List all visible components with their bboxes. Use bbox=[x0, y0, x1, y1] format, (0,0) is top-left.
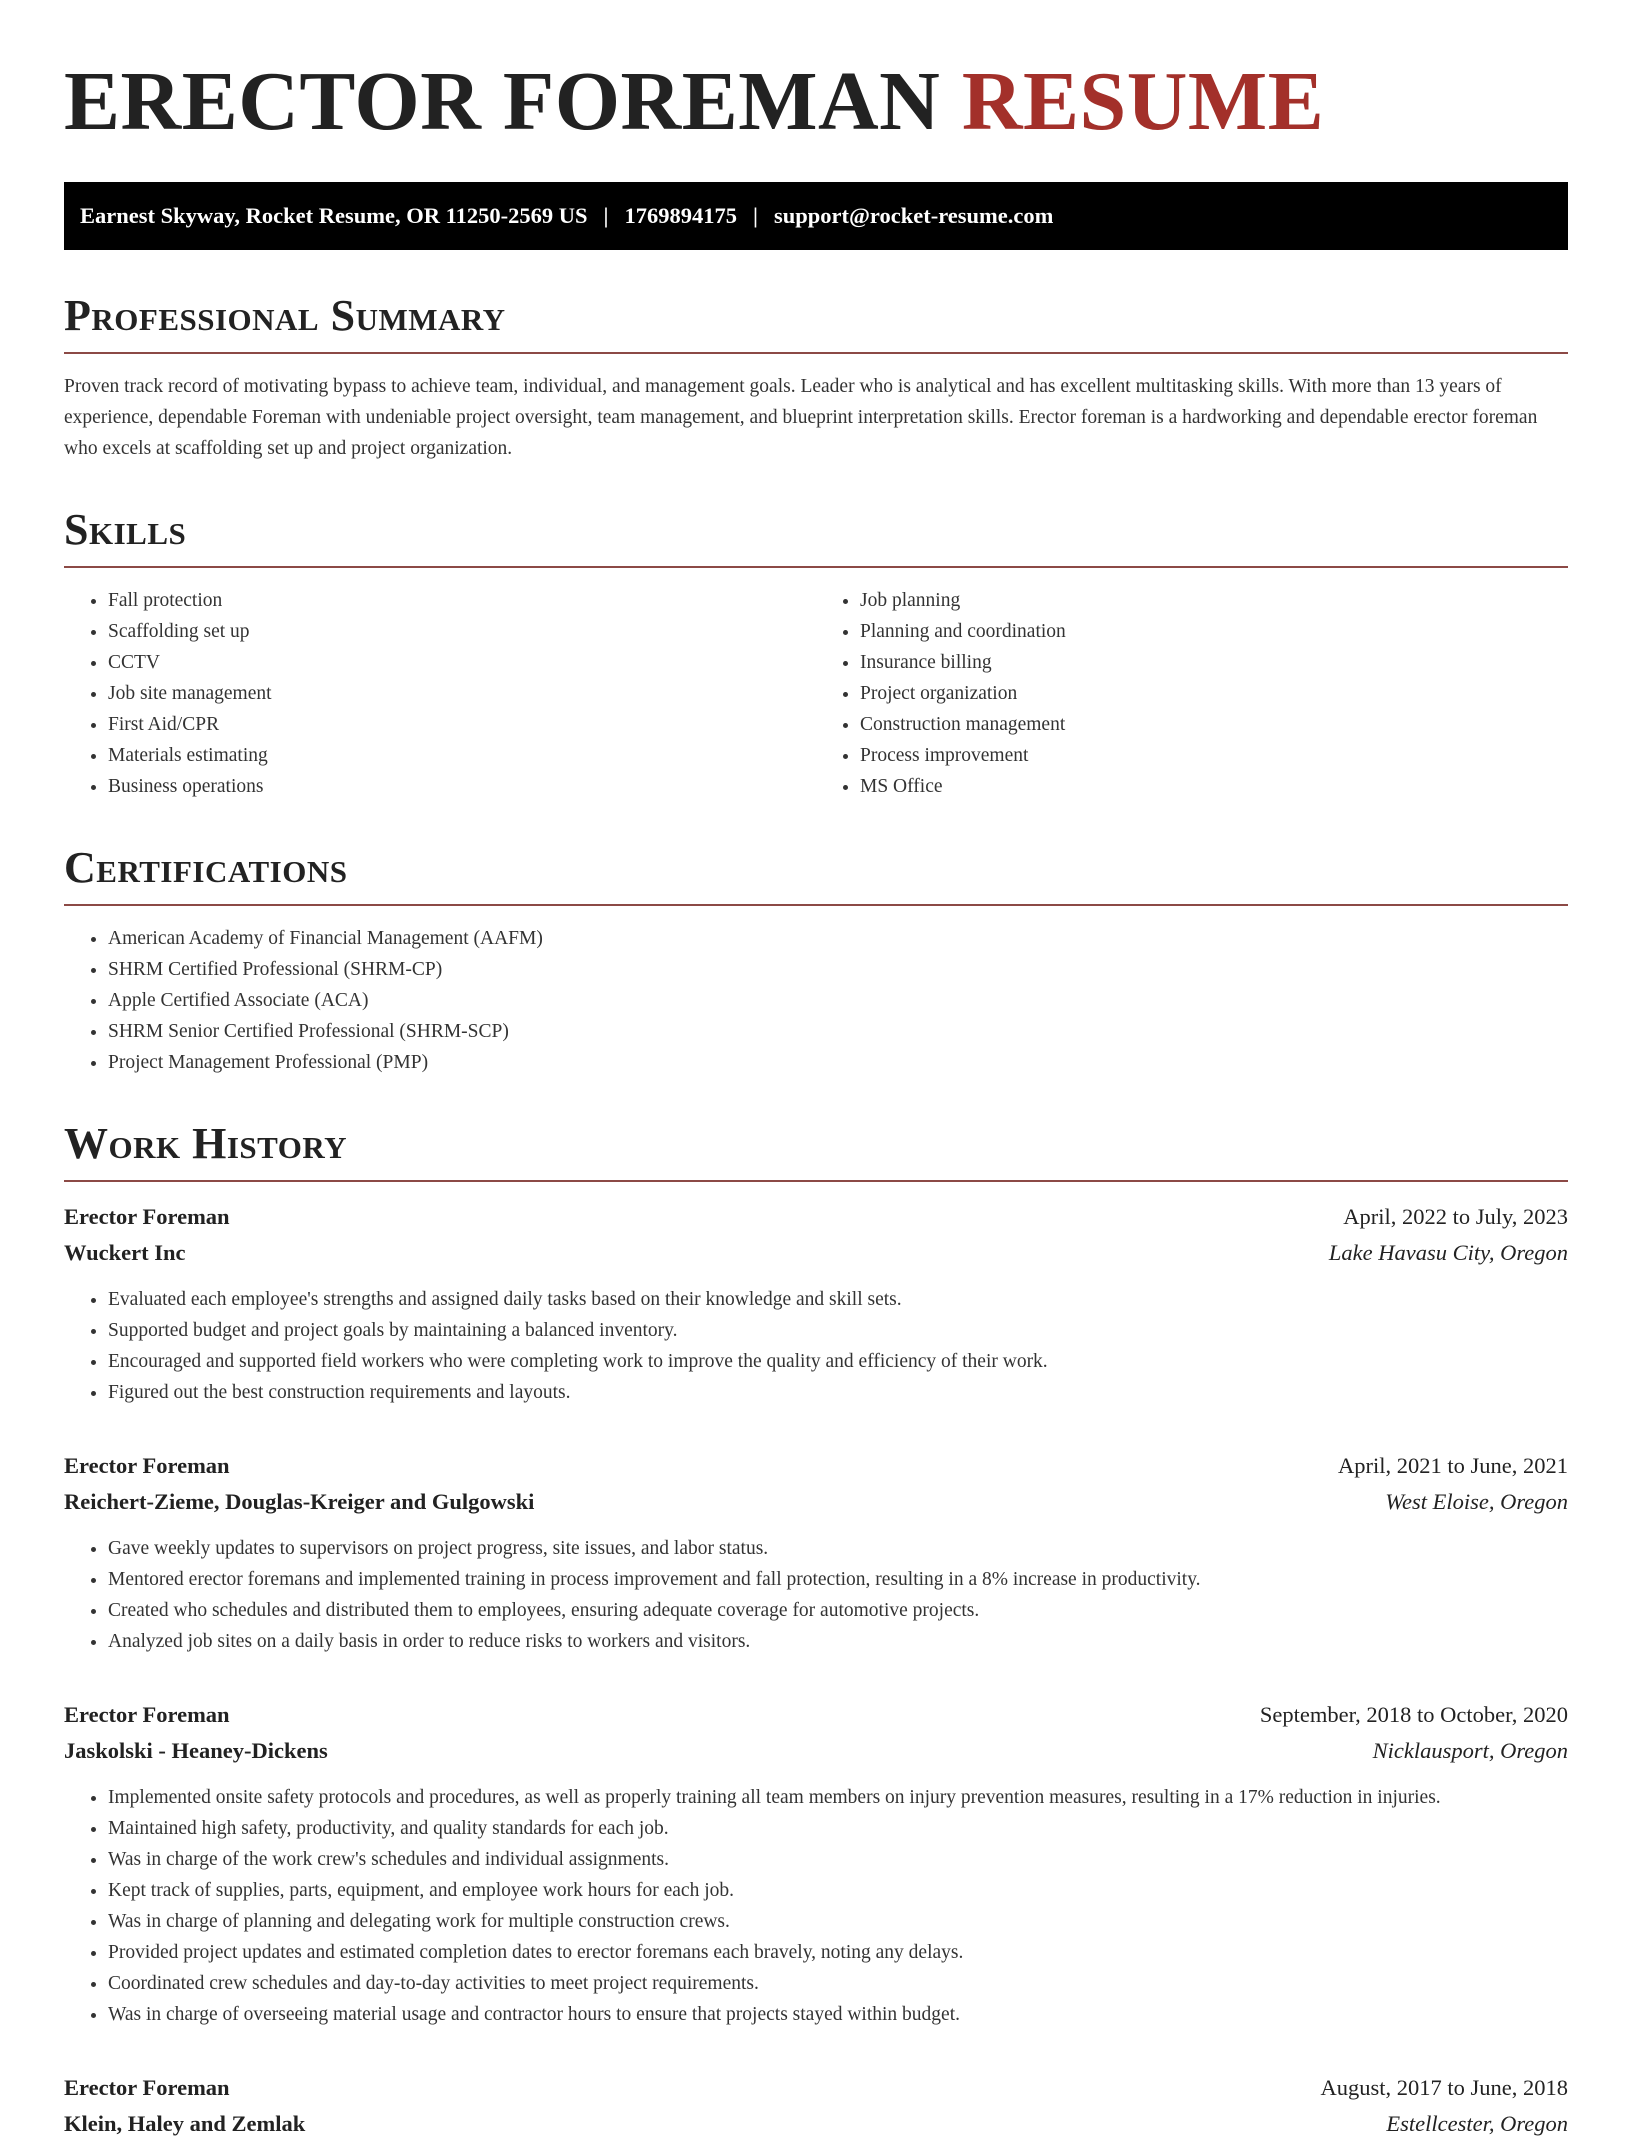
list-item: • First Aid/CPR bbox=[108, 709, 816, 740]
jobs-container bbox=[64, 1199, 1568, 2142]
list-item: • SHRM Certified Professional (SHRM-CP) bbox=[108, 954, 1568, 985]
contact-email: support@rocket-resume.com bbox=[773, 203, 1054, 228]
job-company: Reichert-Zieme, Douglas-Kreiger and Gulgowski bbox=[64, 1489, 535, 1514]
work-history-section bbox=[64, 1120, 1568, 2142]
contact-phone: 1769894175 bbox=[624, 203, 737, 228]
job-title: Erector Foreman bbox=[64, 1204, 230, 1229]
job-header-row bbox=[64, 1697, 1568, 1733]
list-item: • Analyzed job sites on a daily basis in order to reduce risks to workers and visitors. bbox=[108, 1626, 1568, 1657]
job-dates: April, 2022 to July, 2023 bbox=[1343, 1204, 1568, 1229]
list-item: • Was in charge of planning and delegating work for multiple construction crews. bbox=[108, 1906, 1568, 1937]
resume-title-accent: RESUME bbox=[961, 55, 1325, 148]
section-heading: Work History bbox=[64, 1120, 1568, 1182]
job-company-row bbox=[64, 1484, 1568, 1520]
section-heading: Professional Summary bbox=[64, 292, 1568, 354]
contact-address: Earnest Skyway, Rocket Resume, OR 11250-2569 US bbox=[80, 203, 588, 228]
list-item: • Implemented onsite safety protocols and procedures, as well as properly training all team members on injury prevention measures, resulting in a 17% reduction in injuries. bbox=[108, 1782, 1568, 1813]
job-title: Erector Foreman bbox=[64, 2075, 230, 2100]
list-item: • Project organization bbox=[860, 678, 1568, 709]
list-item: • Evaluated each employee's strengths and assigned daily tasks based on their knowledge and skill sets. bbox=[108, 1284, 1568, 1315]
list-item: • Maintained high safety, productivity, and quality standards for each job. bbox=[108, 1813, 1568, 1844]
job-entry bbox=[64, 1199, 1568, 1408]
job-dates: April, 2021 to June, 2021 bbox=[1338, 1453, 1568, 1478]
summary-text: Proven track record of motivating bypass to achieve team, individual, and management goals. Leader who is analytical and has excellent multitasking skills. With more than 13 years of experience, dependable Foreman with undeniable project oversight, team management, and blueprint interpretation skills. Erector foreman is a hardworking and dependable erector foreman who excels at scaffolding set up and project organization. bbox=[64, 376, 1538, 459]
list-item: • Job site management bbox=[108, 678, 816, 709]
list-item: • Gave weekly updates to supervisors on project progress, site issues, and labor status. bbox=[108, 1533, 1568, 1564]
job-location: Nicklausport, Oregon bbox=[1372, 1738, 1568, 1763]
job-entry bbox=[64, 1448, 1568, 1657]
job-entry bbox=[64, 2070, 1568, 2142]
list-item: • Process improvement bbox=[860, 740, 1568, 771]
skills-list-right bbox=[816, 585, 1568, 802]
job-company-row bbox=[64, 1235, 1568, 1271]
job-dates: August, 2017 to June, 2018 bbox=[1320, 2075, 1568, 2100]
job-company-row bbox=[64, 2106, 1568, 2142]
list-item: • Scaffolding set up bbox=[108, 616, 816, 647]
list-item: • Encouraged and supported field workers who were completing work to improve the quality and efficiency of their work. bbox=[108, 1346, 1568, 1377]
list-item: • Construction management bbox=[860, 709, 1568, 740]
job-header-row bbox=[64, 1199, 1568, 1235]
list-item: • Was in charge of overseeing material usage and contractor hours to ensure that projects stayed within budget. bbox=[108, 1999, 1568, 2030]
list-item: • Materials estimating bbox=[108, 740, 816, 771]
certifications-list bbox=[64, 923, 1568, 1078]
job-title: Erector Foreman bbox=[64, 1702, 230, 1727]
contact-separator: | bbox=[603, 203, 609, 228]
list-item: • Mentored erector foremans and implemented training in process improvement and fall protection, resulting in a 8% increase in productivity. bbox=[108, 1564, 1568, 1595]
resume-title-main: ERECTOR FOREMAN bbox=[64, 55, 962, 148]
resume-title bbox=[64, 52, 1568, 152]
list-item: • Business operations bbox=[108, 771, 816, 802]
skills-section bbox=[64, 506, 1568, 802]
list-item: • Kept track of supplies, parts, equipment, and employee work hours for each job. bbox=[108, 1875, 1568, 1906]
list-item: • Coordinated crew schedules and day-to-day activities to meet project requirements. bbox=[108, 1968, 1568, 1999]
contact-bar bbox=[64, 182, 1568, 250]
list-item: • Project Management Professional (PMP) bbox=[108, 1047, 1568, 1078]
job-bullets bbox=[64, 1284, 1568, 1408]
list-item: • Supported budget and project goals by maintaining a balanced inventory. bbox=[108, 1315, 1568, 1346]
job-company-row bbox=[64, 1733, 1568, 1769]
job-company: Wuckert Inc bbox=[64, 1240, 186, 1265]
job-header-row bbox=[64, 2070, 1568, 2106]
certifications-section bbox=[64, 844, 1568, 1078]
list-item: • Job planning bbox=[860, 585, 1568, 616]
list-item: • Figured out the best construction requirements and layouts. bbox=[108, 1377, 1568, 1408]
list-item: • MS Office bbox=[860, 771, 1568, 802]
list-item: • Planning and coordination bbox=[860, 616, 1568, 647]
job-header-row bbox=[64, 1448, 1568, 1484]
list-item: • CCTV bbox=[108, 647, 816, 678]
list-item: • SHRM Senior Certified Professional (SHRM-SCP) bbox=[108, 1016, 1568, 1047]
list-item: • American Academy of Financial Management (AAFM) bbox=[108, 923, 1568, 954]
list-item: • Was in charge of the work crew's schedules and individual assignments. bbox=[108, 1844, 1568, 1875]
job-title: Erector Foreman bbox=[64, 1453, 230, 1478]
list-item: • Created who schedules and distributed them to employees, ensuring adequate coverage for automotive projects. bbox=[108, 1595, 1568, 1626]
job-company: Klein, Haley and Zemlak bbox=[64, 2111, 306, 2136]
professional-summary-section bbox=[64, 292, 1568, 464]
list-item: • Fall protection bbox=[108, 585, 816, 616]
job-dates: September, 2018 to October, 2020 bbox=[1259, 1702, 1568, 1727]
list-item: • Apple Certified Associate (ACA) bbox=[108, 985, 1568, 1016]
list-item: • Insurance billing bbox=[860, 647, 1568, 678]
list-item: • Provided project updates and estimated completion dates to erector foremans each bravely, noting any delays. bbox=[108, 1937, 1568, 1968]
job-entry bbox=[64, 1697, 1568, 2030]
job-bullets bbox=[64, 1533, 1568, 1657]
job-company: Jaskolski - Heaney-Dickens bbox=[64, 1738, 328, 1763]
section-heading: Skills bbox=[64, 506, 1568, 568]
job-location: Estellcester, Oregon bbox=[1386, 2111, 1568, 2136]
job-bullets bbox=[64, 1782, 1568, 2030]
section-heading: Certifications bbox=[64, 844, 1568, 906]
job-location: Lake Havasu City, Oregon bbox=[1328, 1240, 1568, 1265]
skills-list-left bbox=[64, 585, 816, 802]
job-location: West Eloise, Oregon bbox=[1385, 1489, 1568, 1514]
contact-separator: | bbox=[752, 203, 758, 228]
skills-grid bbox=[64, 568, 1568, 802]
